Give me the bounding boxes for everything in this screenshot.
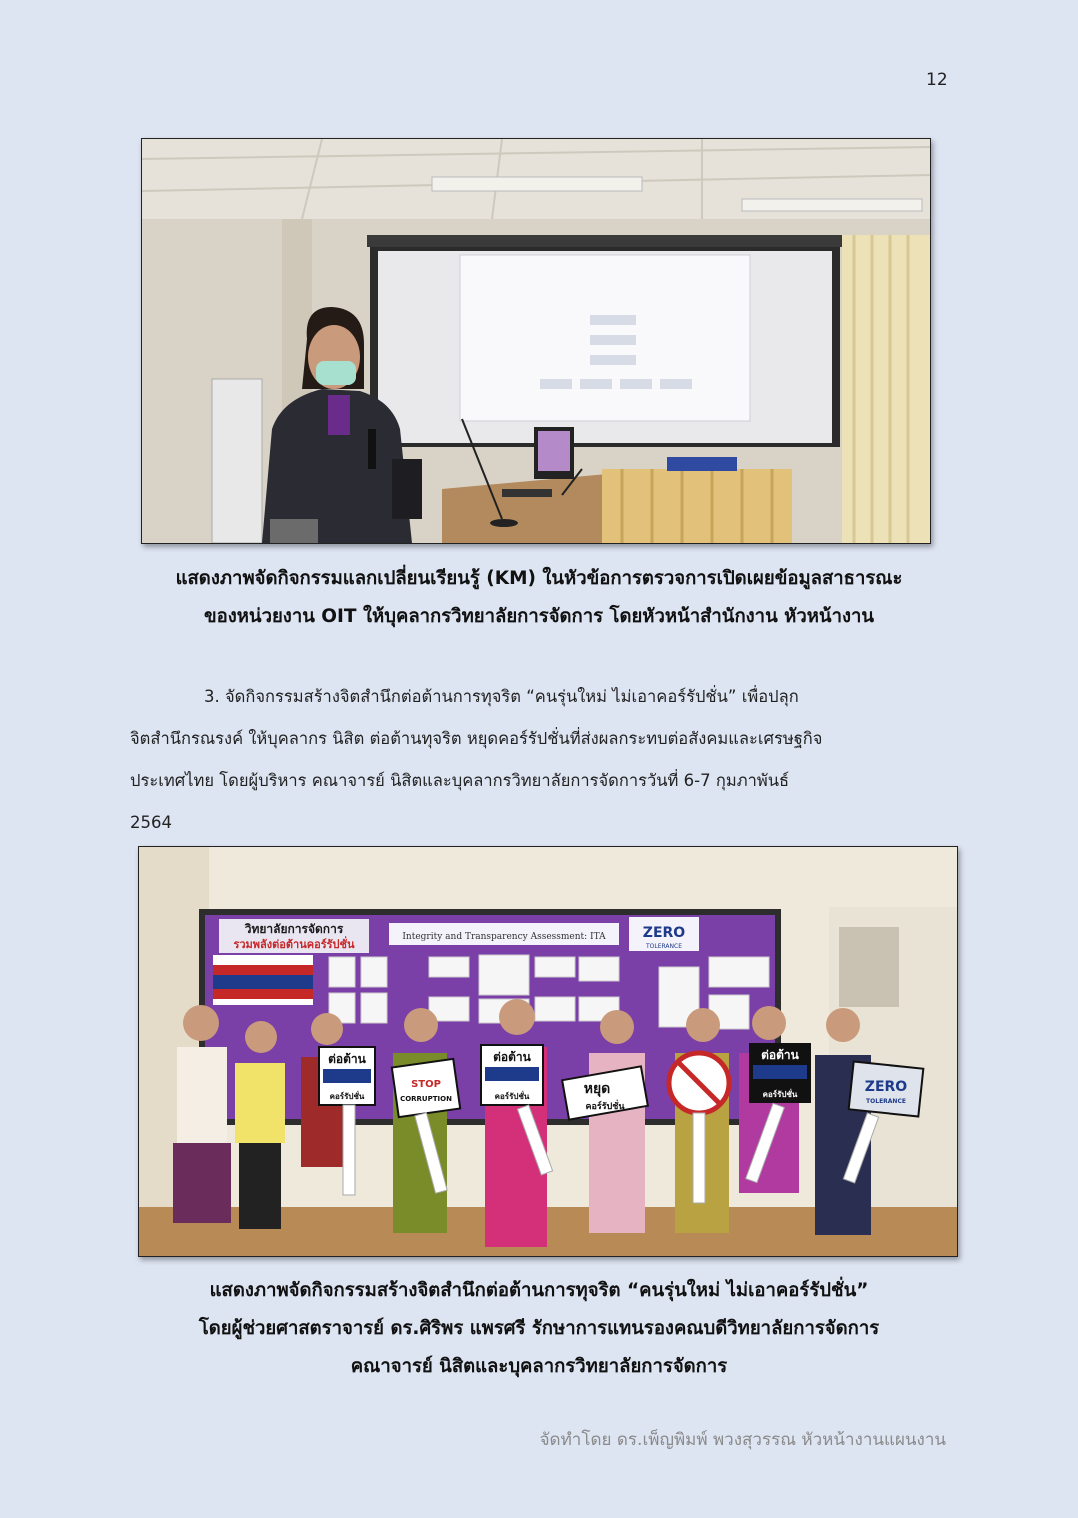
board-zero-logo-sub: TOLERANCE (645, 943, 683, 950)
caption2-line1: แสดงภาพจัดกิจกรรมสร้างจิตสำนึกต่อต้านการทุจริต “คนรุ่นใหม่ ไม่เอาคอร์รัปชั่น” (209, 1280, 869, 1301)
page-footer: จัดทำโดย ดร.เพ็ญพิมพ์ พวงสุวรรณ หัวหน้างานแผนงาน (539, 1430, 946, 1450)
group-photo-illustration (139, 847, 957, 1256)
sign-stop-1: STOP (411, 1079, 441, 1090)
sign-zero-sub: TOLERANCE (866, 1098, 906, 1105)
page-number: 12 (926, 70, 948, 90)
caption1-line1: แสดงภาพจัดกิจกรรมแลกเปลี่ยนเรียนรู้ (KM) ในหัวข้อการตรวจการเปิดเผยข้อมูลสาธารณะ (175, 568, 903, 589)
paragraph-line3: ประเทศไทย โดยผู้บริหาร คณาจารย์ นิสิตและบุคลากรวิทยาลัยการจัดการวันที่ 6-7 กุมภาพันธ์ (130, 771, 790, 790)
sign-zero: ZERO (864, 1079, 908, 1095)
paragraph-line4: 2564 (130, 813, 172, 832)
caption2-line3: คณาจารย์ นิสิตและบุคลากรวิทยาลัยการจัดการ (350, 1356, 728, 1377)
photo1-caption (80, 560, 998, 636)
caption2-line2: โดยผู้ช่วยศาสตราจารย์ ดร.ศิริพร แพรศรี รักษาการแทนรองคณบดีวิทยาลัยการจัดการ (198, 1318, 880, 1339)
anti-corruption-group-photo (138, 846, 958, 1257)
sign-halt: หยุด (583, 1081, 611, 1097)
sign-corruption-3: คอร์รัปชั่น (585, 1102, 625, 1112)
board-subtitle: รวมพลังต่อต้านคอร์รัปชั่น (233, 938, 355, 951)
board-ita-banner: Integrity and Transparency Assessment: ITA (402, 932, 606, 942)
sign-corruption-2: คอร์รัปชั่น (494, 1092, 530, 1101)
paragraph-line2: จิตสำนึกรณรงค์ ให้บุคลากร นิสิต ต่อต้านทุจริต หยุดคอร์รัปชั่นที่ส่งผลกระทบต่อสังคมและเศรษฐกิจ (130, 729, 823, 748)
sign-corruption-4: คอร์รัปชั่น (762, 1090, 798, 1099)
sign-stop-2: CORRUPTION (400, 1095, 452, 1103)
km-session-photo (141, 138, 931, 544)
paragraph-line1: 3. จัดกิจกรรมสร้างจิตสำนึกต่อต้านการทุจริต “คนรุ่นใหม่ ไม่เอาคอร์รัปชั่น” เพื่อปลุก (204, 687, 799, 706)
board-zero-logo: ZERO (642, 925, 686, 941)
caption1-line2: ของหน่วยงาน OIT ให้บุคลากรวิทยาลัยการจัดการ โดยหัวหน้าสำนักงาน หัวหน้างาน (203, 606, 875, 627)
km-session-illustration (142, 139, 930, 543)
sign-anti-1: ต่อต้าน (328, 1052, 366, 1066)
board-title: วิทยาลัยการจัดการ (244, 922, 344, 936)
photo2-caption (80, 1272, 998, 1386)
sign-anti-3: ต่อต้าน (761, 1048, 799, 1062)
sign-anti-2: ต่อต้าน (493, 1050, 531, 1064)
activity-paragraph (130, 676, 950, 844)
sign-corruption-1: คอร์รัปชั่น (329, 1092, 365, 1101)
